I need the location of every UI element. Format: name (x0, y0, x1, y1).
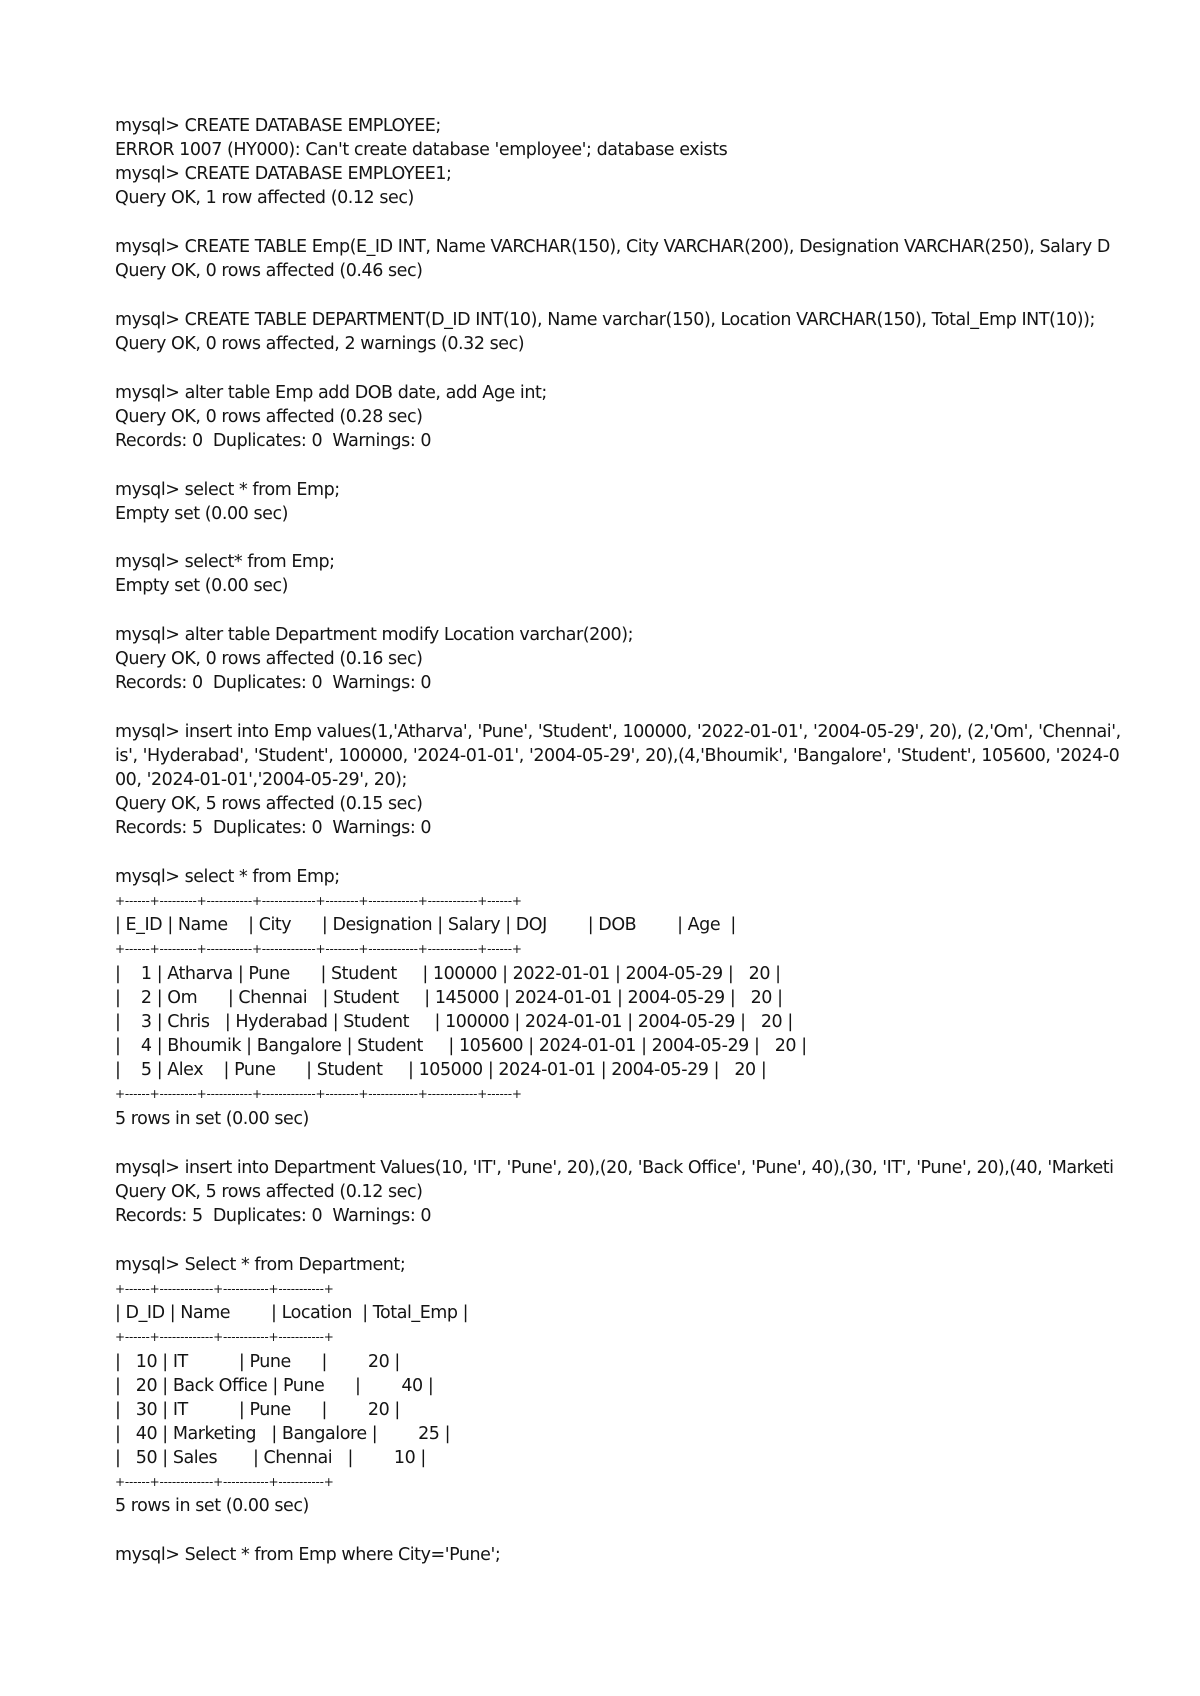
table-border: +------+-------------+-----------+-----------+ (115, 1475, 334, 1489)
text-line: Empty set (0.00 sec) (115, 504, 288, 524)
text-line: 00, '2024-01-01','2004-05-29', 20); (115, 770, 407, 790)
table-row: | 40 | Marketing | Bangalore | 25 | (115, 1424, 451, 1444)
text-line: Query OK, 0 rows affected (0.16 sec) (115, 649, 423, 669)
text-line: Query OK, 0 rows affected (0.28 sec) (115, 407, 423, 427)
text-line: mysql> CREATE DATABASE EMPLOYEE; (115, 116, 441, 136)
text-line: Query OK, 0 rows affected, 2 warnings (0.32 sec) (115, 334, 525, 354)
table-border: +------+---------+-----------+-------------+--------+------------+------------+------+ (115, 894, 522, 908)
text-line: ERROR 1007 (HY000): Can't create database 'employee'; database exists (115, 140, 728, 160)
text-line: mysql> Select * from Department; (115, 1255, 406, 1275)
table-header: | E_ID | Name | City | Designation | Salary | DOJ | DOB | Age | (115, 915, 736, 935)
text-line: mysql> CREATE TABLE DEPARTMENT(D_ID INT(10), Name varchar(150), Location VARCHAR(150), Total_Emp INT(10)); (115, 310, 1096, 330)
table-row: | 1 | Atharva | Pune | Student | 100000 | 2022-01-01 | 2004-05-29 | 20 | (115, 964, 781, 984)
text-line: is', 'Hyderabad', 'Student', 100000, '2024-01-01', '2004-05-29', 20),(4,'Bhoumik', 'Bangalore', 'Student', 105600, '2024-0 (115, 746, 1120, 766)
text-line: Query OK, 1 row affected (0.12 sec) (115, 188, 414, 208)
text-line: mysql> alter table Emp add DOB date, add Age int; (115, 383, 547, 403)
text-line: 5 rows in set (0.00 sec) (115, 1496, 309, 1516)
text-line: mysql> Select * from Emp where City='Pune'; (115, 1545, 501, 1565)
text-line: 5 rows in set (0.00 sec) (115, 1109, 309, 1129)
text-line: Records: 5 Duplicates: 0 Warnings: 0 (115, 818, 432, 838)
table-row: | 30 | IT | Pune | 20 | (115, 1400, 400, 1420)
text-line: Query OK, 5 rows affected (0.12 sec) (115, 1182, 423, 1202)
text-line: Records: 0 Duplicates: 0 Warnings: 0 (115, 673, 432, 693)
text-line: mysql> insert into Department Values(10, 'IT', 'Pune', 20),(20, 'Back Office', 'Pune', 40),(30, 'IT', 'Pune', 20),(40, 'Marketi (115, 1158, 1114, 1178)
text-line: Empty set (0.00 sec) (115, 576, 288, 596)
table-border: +------+---------+-----------+-------------+--------+------------+------------+------+ (115, 942, 522, 956)
table-border: +------+-------------+-----------+-----------+ (115, 1330, 334, 1344)
text-line: Records: 0 Duplicates: 0 Warnings: 0 (115, 431, 432, 451)
text-line: mysql> select* from Emp; (115, 552, 335, 572)
text-line: mysql> CREATE TABLE Emp(E_ID INT, Name VARCHAR(150), City VARCHAR(200), Designation VARCHAR(250), Salary D (115, 237, 1110, 257)
table-row: | 5 | Alex | Pune | Student | 105000 | 2024-01-01 | 2004-05-29 | 20 | (115, 1060, 767, 1080)
table-border: +------+-------------+-----------+-----------+ (115, 1282, 334, 1296)
text-line: Query OK, 0 rows affected (0.46 sec) (115, 261, 423, 281)
text-line: mysql> CREATE DATABASE EMPLOYEE1; (115, 164, 452, 184)
text-line: mysql> select * from Emp; (115, 480, 340, 500)
table-header: | D_ID | Name | Location | Total_Emp | (115, 1303, 469, 1323)
table-row: | 20 | Back Office | Pune | 40 | (115, 1376, 434, 1396)
text-line: mysql> alter table Department modify Location varchar(200); (115, 625, 634, 645)
text-line: mysql> select * from Emp; (115, 867, 340, 887)
text-line: Records: 5 Duplicates: 0 Warnings: 0 (115, 1206, 432, 1226)
table-row: | 4 | Bhoumik | Bangalore | Student | 105600 | 2024-01-01 | 2004-05-29 | 20 | (115, 1036, 807, 1056)
table-row: | 3 | Chris | Hyderabad | Student | 100000 | 2024-01-01 | 2004-05-29 | 20 | (115, 1012, 793, 1032)
table-row: | 10 | IT | Pune | 20 | (115, 1352, 400, 1372)
text-line: Query OK, 5 rows affected (0.15 sec) (115, 794, 423, 814)
table-row: | 50 | Sales | Chennai | 10 | (115, 1448, 426, 1468)
table-row: | 2 | Om | Chennai | Student | 145000 | 2024-01-01 | 2004-05-29 | 20 | (115, 988, 783, 1008)
text-line: mysql> insert into Emp values(1,'Atharva', 'Pune', 'Student', 100000, '2022-01-01', '2004-05-29', 20), (2,'Om', 'Chennai', (115, 722, 1121, 742)
table-border: +------+---------+-----------+-------------+--------+------------+------------+------+ (115, 1087, 522, 1101)
